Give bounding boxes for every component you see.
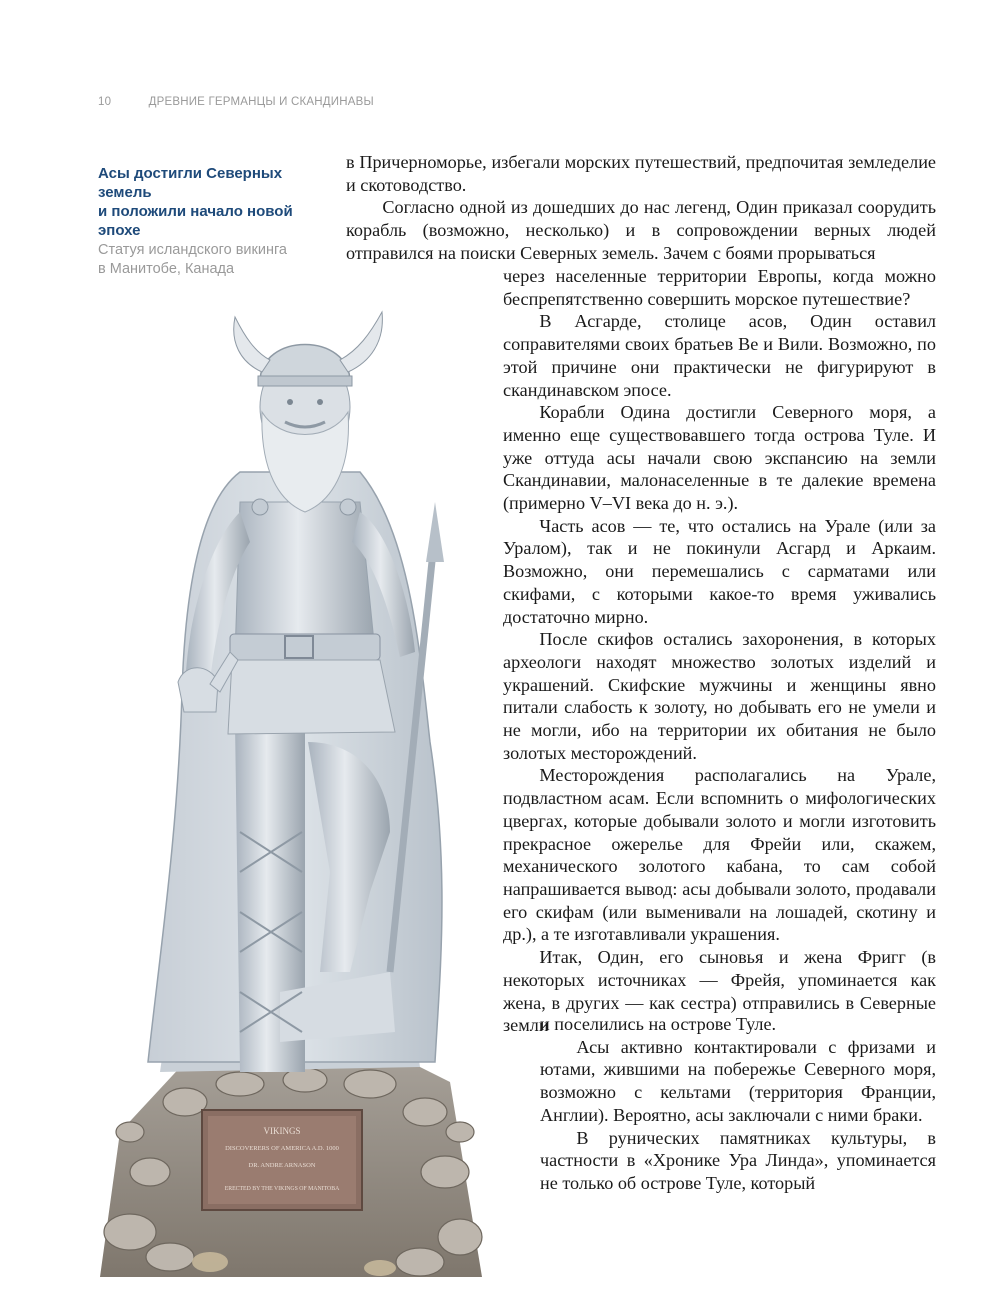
plaque-line-2: DISCOVERERS OF AMERICA A.D. 1000: [225, 1145, 339, 1152]
text-block-bottom: [540, 1013, 936, 1195]
paragraph: в Причерноморье, избегали морских путешествий, предпочитая земледелие и скотоводство.: [346, 152, 936, 195]
viking-statue-illustration: [90, 272, 490, 1284]
running-head: [98, 96, 374, 108]
paragraph: через населенные территории Европы, когда можно беспрепятственно совершить морское путешествие?: [503, 266, 936, 309]
paragraph: Итак, Один, его сыновья и жена Фригг (в некоторых источниках — Фрейя, упоминается как жена, в других — как сестра) отправились в Северные земли: [503, 947, 936, 1036]
text-block-top: [346, 151, 936, 265]
paragraph: После скифов остались захоронения, в которых археологи находят множество золотых изделий и украшений. Скифские мужчины и женщины явно питали слабость к золоту, но добывать его не умели и не могли, ибо на территории их обитания не было золотых месторождений.: [503, 629, 936, 763]
plaque-line-1: VIKINGS: [263, 1126, 301, 1136]
paragraph: В Асгарде, столице асов, Один оставил соправителями своих братьев Ве и Вили. Возможно, по этой причине они практически не фигурируют в скандинавском эпосе.: [503, 311, 936, 400]
paragraph: Согласно одной из дошедших до нас легенд, Один приказал соорудить корабль (возможно, несколько) и в сопровождении верных людей отправился на поиски Северных земель. Зачем с боями прорываться: [346, 197, 936, 263]
plaque-line-4: ERECTED BY THE VIKINGS OF MANITOBA: [224, 1186, 340, 1192]
figure-caption: [98, 164, 338, 279]
section-title: ДРЕВНИЕ ГЕРМАНЦЫ И СКАНДИНАВЫ: [148, 96, 374, 108]
caption-title: Асы достигли Северных земель и положили начало новой эпохе: [98, 165, 293, 239]
plaque-line-3: DR. ANDRE ARNASON: [248, 1162, 316, 1169]
paragraph: и поселились на острове Туле.: [540, 1014, 777, 1034]
paragraph: Часть асов — те, что остались на Урале (или за Уралом), так и не покинули Асгард и Аркаим. Возможно, они перемешались с сарматами или скифами, с которыми какое-то время уживались достаточно мирно.: [503, 515, 936, 627]
paragraph: Месторождения располагались на Урале, подвластном асам. Если вспомнить о мифологических цвергах, которые добывали золото и могли изготовить прекрасное ожерелье для Фрейи или, скажем, механического золотого кабана, то сам собой напрашивается вывод: асы добывали золото, продавали его скифам (или выменивали на лошадей, скотину и др.), а те изготавливали украшения.: [503, 765, 936, 945]
viking-statue-image: [90, 272, 490, 1289]
paragraph: Корабли Одина достигли Северного моря, а именно еще существовавшего тогда острова Туле. И уже оттуда асы начали свою экспансию на земли Скандинавии, малонаселенные в те далекие времена (примерно V–VI века до н. э.).: [503, 402, 936, 514]
paragraph: В рунических памятниках культуры, в частности в «Хронике Ура Линда», упоминается не только об острове Туле, который: [540, 1127, 936, 1193]
paragraph: Асы активно контактировали с фризами и ютами, жившими на побережье Северного моря, возможно с кельтами (территория Франции, Англии). Вероятно, асы заключали с ними браки.: [540, 1036, 936, 1125]
page-number: 10: [98, 96, 112, 108]
text-block-middle: [503, 265, 936, 1037]
caption-subtitle: Статуя исландского викинга в Манитобе, Канада: [98, 242, 287, 277]
